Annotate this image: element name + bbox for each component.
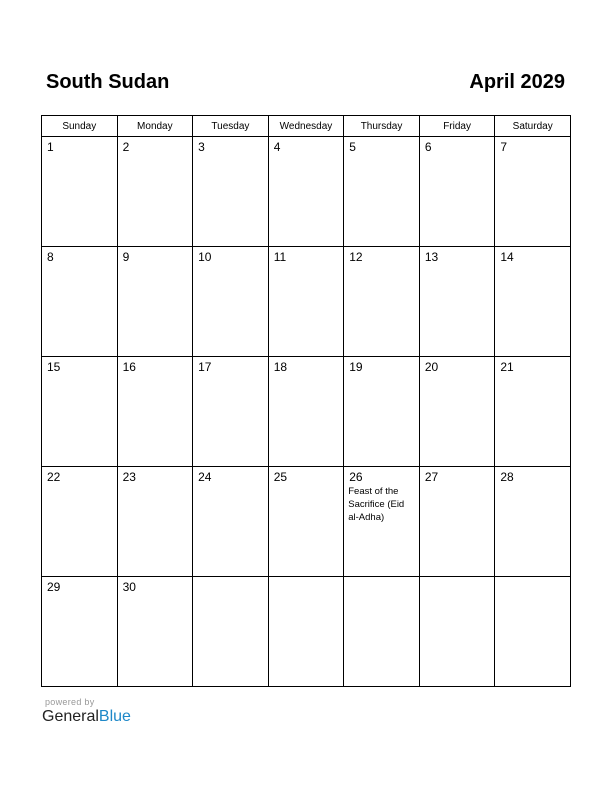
week-row [42, 467, 571, 577]
brand-blue: Blue [98, 708, 131, 725]
day-number: 11 [273, 250, 287, 264]
week-row [42, 577, 571, 687]
weekday-header: Monday [117, 116, 193, 137]
day-number: 27 [424, 470, 439, 484]
day-number: 14 [500, 250, 514, 264]
day-number [495, 577, 570, 580]
day-number [193, 577, 268, 580]
day-cell [419, 357, 495, 467]
week-row [42, 247, 571, 357]
day-cell [42, 467, 118, 577]
brand-general: General [42, 708, 99, 725]
day-number: 3 [198, 140, 205, 154]
calendar-grid [41, 115, 571, 687]
day-cell [117, 577, 193, 687]
day-number: 13 [424, 250, 439, 264]
day-cell [419, 137, 495, 247]
day-number: 6 [424, 140, 432, 154]
day-cell [344, 467, 420, 577]
day-cell [495, 577, 571, 687]
day-cell [117, 137, 193, 247]
day-cell [193, 577, 269, 687]
generalblue-logo[interactable] [42, 708, 131, 726]
day-number [420, 577, 495, 580]
day-cell [495, 137, 571, 247]
day-number: 1 [47, 140, 54, 154]
day-number: 22 [47, 470, 61, 484]
day-cell [419, 577, 495, 687]
holiday-label: Feast of the Sacrifice (Eid al-Adha) [348, 486, 405, 523]
day-number: 10 [198, 250, 212, 264]
day-number [269, 577, 344, 580]
day-cell [193, 137, 269, 247]
day-cell [117, 357, 193, 467]
weekday-header: Thursday [344, 116, 420, 137]
day-cell [42, 357, 118, 467]
day-cell [268, 247, 344, 357]
footer-branding [42, 697, 131, 726]
day-number: 20 [424, 360, 439, 374]
day-cell [117, 247, 193, 357]
weekday-header: Tuesday [193, 116, 269, 137]
weekday-header: Wednesday [268, 116, 344, 137]
day-cell [344, 137, 420, 247]
weekday-header: Sunday [42, 116, 118, 137]
country-title: South Sudan [46, 71, 170, 93]
month-year-title: April 2029 [469, 71, 565, 93]
week-row [42, 137, 571, 247]
powered-by-text: powered by [45, 697, 95, 707]
day-cell [193, 467, 269, 577]
weekday-header-row [42, 116, 571, 137]
day-cell [419, 247, 495, 357]
weekday-header: Friday [419, 116, 495, 137]
day-cell [344, 247, 420, 357]
day-cell [268, 467, 344, 577]
day-cell [268, 357, 344, 467]
day-number: 19 [349, 360, 363, 374]
day-number: 18 [273, 360, 288, 374]
day-number: 17 [198, 360, 212, 374]
day-number: 16 [122, 360, 136, 374]
day-cell [344, 357, 420, 467]
day-number: 21 [500, 360, 514, 374]
day-number: 24 [198, 470, 212, 484]
day-cell [344, 577, 420, 687]
day-number: 4 [273, 140, 281, 154]
week-row [42, 357, 571, 467]
day-cell [193, 247, 269, 357]
weekday-header: Saturday [495, 116, 571, 137]
day-number: 8 [47, 250, 54, 264]
day-number: 28 [500, 470, 514, 484]
day-cell [268, 137, 344, 247]
day-number: 7 [500, 140, 508, 154]
day-cell [268, 577, 344, 687]
day-number: 2 [122, 140, 130, 154]
day-cell [42, 137, 118, 247]
day-number: 30 [122, 580, 136, 594]
day-number: 12 [349, 250, 363, 264]
day-cell [42, 577, 118, 687]
day-number: 9 [122, 250, 130, 264]
day-number: 26 [349, 470, 363, 484]
day-number: 25 [273, 470, 288, 484]
day-cell [193, 357, 269, 467]
day-number: 15 [47, 360, 61, 374]
day-cell [117, 467, 193, 577]
day-cell [495, 247, 571, 357]
day-number: 5 [349, 140, 356, 154]
day-number [344, 577, 419, 580]
day-cell [495, 357, 571, 467]
day-cell [495, 467, 571, 577]
day-cell [419, 467, 495, 577]
day-number: 23 [122, 470, 136, 484]
day-number: 29 [47, 580, 61, 594]
day-cell [42, 247, 118, 357]
